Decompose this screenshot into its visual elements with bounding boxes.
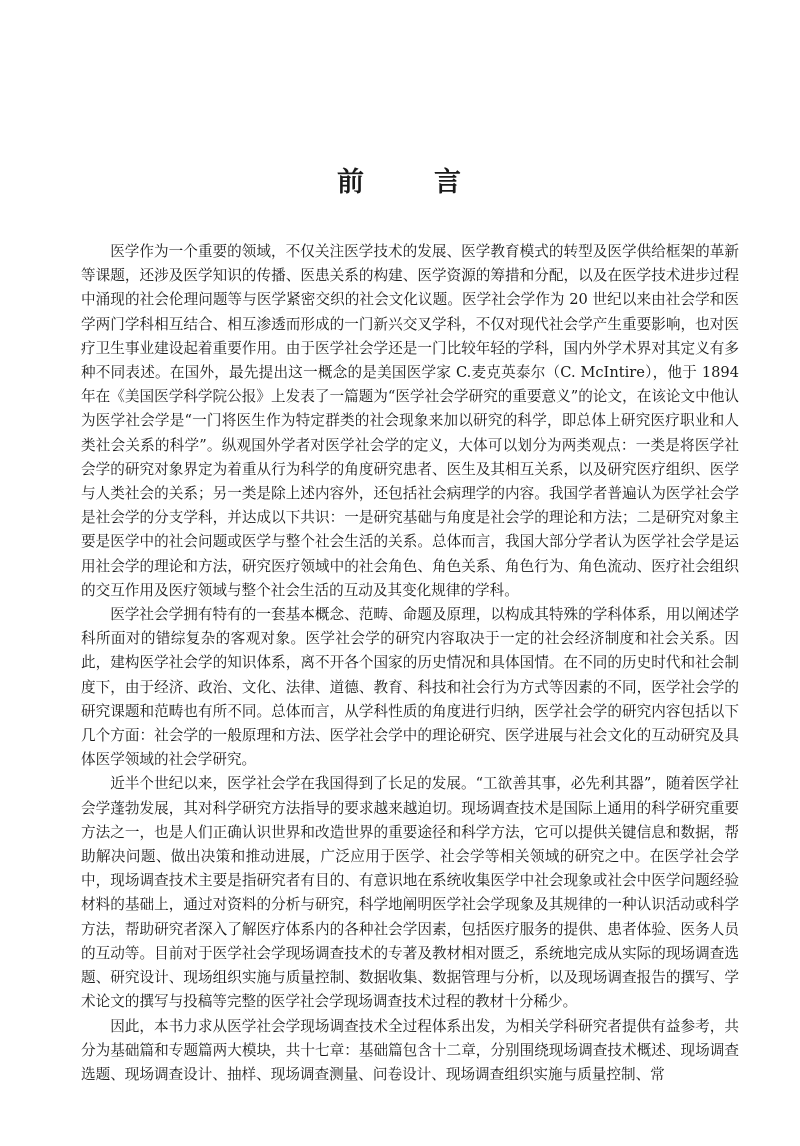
- page-title: [0, 160, 800, 199]
- title-char-2: 言: [434, 167, 463, 198]
- paragraph-2: 医学社会学拥有特有的一套基本概念、范畴、命题及原理，以构成其特殊的学科体系，用以阐述学科所面对的错综复杂的客观对象。医学社会学的研究内容取决于一定的社会经济制度和社会关系。因此，建构医学社会学的知识体系，离不开各个国家的历史情况和具体国情。在不同的历史时代和社会制度下，由于经济、政治、文化、法律、道德、教育、科技和社会行为方式等因素的不同，医学社会学的研究课题和范畴也有所不同。总体而言，从学科性质的角度进行归纳，医学社会学的研究内容包括以下几个方面：社会学的一般原理和方法、医学社会学中的理论研究、医学进展与社会文化的互动研究及具体医学领域的社会学研究。: [81, 606, 739, 769]
- paragraph-1: 医学作为一个重要的领域，不仅关注医学技术的发展、医学教育模式的转型及医学供给框架的革新等课题，还涉及医学知识的传播、医患关系的构建、医学资源的筹措和分配，以及在医学技术进步过程中涌现的社会伦理问题等与医学紧密交织的社会文化议题。医学社会学作为 20 世纪以来由社会学和医学两门学科相互结合、相互渗透而形成的一门新兴交叉学科，不仅对现代社会学产生重要影响，也对医疗卫生事业建设起着重要作用。由于医学社会学还是一门比较年轻的学科，国内外学术界对其定义有多种不同表述。在国外，最先提出这一概念的是美国医学家 C.麦克英泰尔（C. McIntire），他于 1894 年在《美国医学科学院公报》上发表了一篇题为“医学社会学研究的重要意义”的论文，在该论文中他认为医学社会学是“一门将医生作为特定群类的社会现象来加以研究的科学，即总体上研究医疗职业和人类社会关系的科学”。纵观国外学者对医学社会学的定义，大体可以划分为两类观点：一类是将医学社会学的研究对象界定为着重从行为科学的角度研究患者、医生及其相互关系，以及研究医疗组织、医学与人类社会的关系；另一类是除上述内容外，还包括社会病理学的内容。我国学者普遍认为医学社会学是社会学的分支学科，并达成以下共识：一是研究基础与角度是社会学的理论和方法；二是研究对象主要是医学中的社会问题或医学与整个社会生活的关系。总体而言，我国大部分学者认为医学社会学是运用社会学的理论和方法，研究医疗领域中的社会角色、角色关系、角色行为、角色流动、医疗社会组织的交互作用及医疗领域与整个社会生活的互动及其变化规律的学科。: [81, 243, 739, 599]
- title-char-1: 前: [337, 167, 366, 198]
- preface-body: [81, 240, 739, 1087]
- paragraph-3: 近半个世纪以来，医学社会学在我国得到了长足的发展。“工欲善其事，必先利其器”，随着医学社会学蓬勃发展，其对科学研究方法指导的要求越来越迫切。现场调查技术是国际上通用的科学研究重要方法之一，也是人们正确认识世界和改造世界的重要途径和科学方法，它可以提供关键信息和数据，帮助解决问题、做出决策和推动进展，广泛应用于医学、社会学等相关领域的研究之中。在医学社会学中，现场调查技术主要是指研究者有目的、有意识地在系统收集医学中社会现象或社会中医学问题经验材料的基础上，通过对资料的分析与研究，科学地阐明医学社会学现象及其规律的一种认识活动或科学方法，帮助研究者深入了解医疗体系内的各种社会学因素，包括医疗服务的提供、患者体验、医务人员的互动等。目前对于医学社会学现场调查技术的专著及教材相对匮乏，系统地完成从实际的现场调查选题、研究设计、现场组织实施与质量控制、数据收集、数据管理与分析，以及现场调查报告的撰写、学术论文的撰写与投稿等完整的医学社会学现场调查技术过程的教材十分稀少。: [81, 775, 739, 1011]
- paragraph-4: 因此，本书力求从医学社会学现场调查技术全过程体系出发，为相关学科研究者提供有益参考，共分为基础篇和专题篇两大模块，共十七章：基础篇包含十二章，分别围绕现场调查技术概述、现场调查选题、现场调查设计、抽样、现场调查测量、问卷设计、现场调查组织实施与质量控制、常: [81, 1017, 739, 1083]
